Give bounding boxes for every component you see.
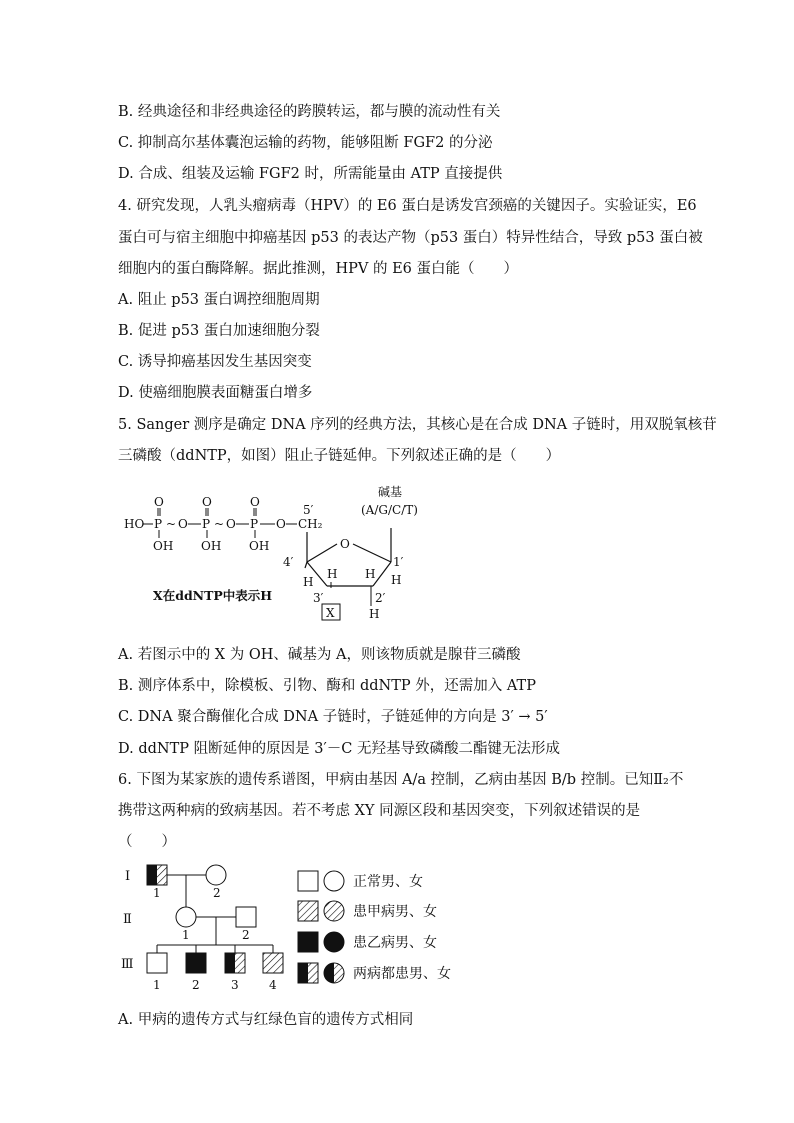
text-line: D. 合成、组装及运输 FGF2 时，所需能量由 ATP 直接提供 xyxy=(118,166,503,182)
question-6-stem: （ ） xyxy=(118,834,176,850)
pedigree-individual-III-3-right xyxy=(235,953,245,973)
option-a: A. 若图示中的 X 为 OH、碱基为 A，则该物质就是腺苷三磷酸 xyxy=(118,647,521,663)
carbon-3-label: 3′ xyxy=(313,591,324,605)
x-label: X xyxy=(326,606,335,620)
hydroxyl-label: OH xyxy=(249,539,270,553)
question-6-stem: 携带这两种病的致病基因。若不考虑 XY 同源区段和基因突变，下列叙述错误的是 xyxy=(118,803,641,819)
option-b: B. 测序体系中，除模板、引物、酶和 ddNTP 外，还需加入 ATP xyxy=(118,678,536,694)
hydrogen-label: H xyxy=(303,575,314,589)
question-5-stem: 三磷酸（ddNTP，如图）阻止子链延伸。下列叙述正确的是（ ） xyxy=(118,448,561,464)
hydroxyl-label: HO xyxy=(124,517,145,531)
ring-oxygen-label: O xyxy=(340,537,350,551)
base-options-label: (A/G/C/T) xyxy=(361,503,418,517)
option-b: B. 促进 p53 蛋白加速细胞分裂 xyxy=(118,323,320,339)
pedigree-individual-II-1 xyxy=(176,907,196,927)
base-label: 碱基 xyxy=(378,485,403,499)
question-4-stem: 细胞内的蛋白酶降解。据此推测，HPV 的 E6 蛋白能（ ） xyxy=(118,261,519,277)
carbon-1-label: 1′ xyxy=(393,555,404,569)
generation-label: Ⅲ xyxy=(121,957,134,972)
pedigree-individual-III-2 xyxy=(186,953,206,973)
option-a: A. 甲病的遗传方式与红绿色盲的遗传方式相同 xyxy=(118,1012,414,1028)
question-4-stem: 蛋白可与宿主细胞中抑癌基因 p53 的表达产物（p53 蛋白）特异性结合，导致 p53 蛋白被 xyxy=(118,230,703,246)
option-c: C. DNA 聚合酶催化合成 DNA 子链时，子链延伸的方向是 3′ → 5′ xyxy=(118,709,548,725)
oxygen-label: O xyxy=(226,517,236,531)
individual-number: 4 xyxy=(269,978,277,992)
legend-label-normal: 正常男、女 xyxy=(353,874,423,890)
oxygen-label: O xyxy=(202,495,212,509)
legend-label-both: 两病都患男、女 xyxy=(353,966,451,982)
hydroxyl-label: OH xyxy=(153,539,174,553)
oxygen-label: O xyxy=(250,495,260,509)
option-d: D. 使癌细胞膜表面糖蛋白增多 xyxy=(118,385,313,401)
option-c: C. 诱导抑癌基因发生基因突变 xyxy=(118,354,312,370)
pedigree-individual-II-2 xyxy=(236,907,256,927)
hydrogen-label: H xyxy=(369,607,380,621)
oxygen-label: O xyxy=(276,517,286,531)
oxygen-label: O xyxy=(154,495,164,509)
high-energy-bond: ~ xyxy=(214,517,225,531)
option-a: A. 阻止 p53 蛋白调控细胞周期 xyxy=(118,292,320,308)
individual-number: 2 xyxy=(192,978,200,992)
oxygen-label: O xyxy=(178,517,188,531)
legend-label-disease-b: 患乙病男、女 xyxy=(353,935,437,951)
option-d: D. ddNTP 阻断延伸的原因是 3′－C 无羟基导致磷酸二酯键无法形成 xyxy=(118,741,560,757)
text-line: C. 抑制高尔基体囊泡运输的药物，能够阻断 FGF2 的分泌 xyxy=(118,135,493,151)
legend-label-disease-a: 患甲病男、女 xyxy=(353,904,437,920)
hydroxyl-label: OH xyxy=(201,539,222,553)
individual-number: 3 xyxy=(231,978,239,992)
carbon-2-label: 2′ xyxy=(375,591,386,605)
generation-label: Ⅱ xyxy=(123,912,132,927)
question-6-stem: 6. 下图为某家族的遗传系谱图，甲病由基因 A/a 控制，乙病由基因 B/b 控制。已知Ⅱ₂不 xyxy=(118,772,684,788)
pedigree-individual-III-3-left xyxy=(225,953,235,973)
question-4-stem: 4. 研究发现，人乳头瘤病毒（HPV）的 E6 蛋白是诱发宫颈癌的关键因子。实验证实，E6 xyxy=(118,198,697,214)
text-line: B. 经典途径和非经典途径的跨膜转运，都与膜的流动性有关 xyxy=(118,104,501,120)
individual-number: 2 xyxy=(242,928,250,942)
ddntp-structure-figure xyxy=(115,478,445,628)
figure-caption: X在ddNTP中表示H xyxy=(153,588,273,603)
pedigree-legend xyxy=(298,871,344,983)
generation-label: Ⅰ xyxy=(125,869,131,884)
individual-number: 1 xyxy=(153,886,161,900)
individual-number: 1 xyxy=(182,928,190,942)
individual-number: 1 xyxy=(153,978,161,992)
hydrogen-label: H xyxy=(327,567,338,581)
carbon-4-label: 4′ xyxy=(283,555,294,569)
high-energy-bond: ~ xyxy=(166,517,177,531)
pedigree-individual-III-4 xyxy=(263,953,283,973)
phosphorus-label: P xyxy=(202,517,211,531)
pedigree-chart xyxy=(115,855,485,1000)
pedigree-individual-I-1-right xyxy=(157,865,167,885)
individual-number: 2 xyxy=(213,886,221,900)
question-5-stem: 5. Sanger 测序是确定 DNA 序列的经典方法，其核心是在合成 DNA 子链时，用双脱氧核苷 xyxy=(118,417,717,433)
hydrogen-label: H xyxy=(391,573,402,587)
ch2-group-label: CH₂ xyxy=(298,517,323,531)
carbon-5-label: 5′ xyxy=(303,503,314,517)
pedigree-individual-I-2 xyxy=(206,865,226,885)
pedigree-individual-III-1 xyxy=(147,953,167,973)
phosphorus-label: P xyxy=(250,517,259,531)
pedigree-individual-I-1-left xyxy=(147,865,157,885)
phosphorus-label: P xyxy=(154,517,163,531)
hydrogen-label: H xyxy=(365,567,376,581)
